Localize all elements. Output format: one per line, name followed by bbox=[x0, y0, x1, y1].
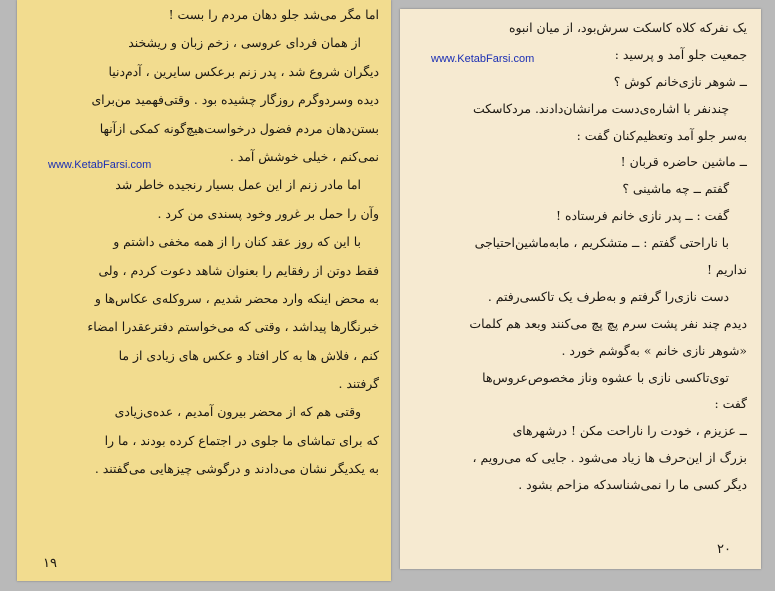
watermark-link: www.KetabFarsi.com bbox=[431, 53, 535, 65]
text-line: اما مادر زنم از این عمل بسیار رنجیده خاطر شد bbox=[115, 177, 361, 193]
text-line: بستن‌دهان مردم فضول درخواست‌هیچ‌گونه کمکی ازآنها bbox=[99, 120, 379, 136]
text-line: بزرگ از این‌حرف ها زیاد می‌شود . جایی که می‌رویم ، bbox=[472, 450, 747, 466]
text-line: جمعیت جلو آمد و پرسید : bbox=[614, 46, 747, 62]
text-line: که برای تماشای ما جلوی در اجتماع کرده بودند ، ما را bbox=[104, 432, 379, 448]
text-line: از همان فردای عروسی ، زخم زبان و ریشخند bbox=[128, 35, 361, 51]
text-line: کنم ، فلاش ها به کار افتاد و عکس های زیادی از ما bbox=[118, 347, 379, 363]
watermark-link: www.KetabFarsi.com bbox=[48, 159, 152, 171]
text-line: به یکدیگر نشان می‌دادند و درگوشی چیزهایی می‌گفتند . bbox=[94, 461, 379, 477]
text-line: یک نفرکه کلاه کاسکت سرش‌بود، از میان انبوه bbox=[509, 20, 747, 35]
page-number: ۲۰ bbox=[717, 542, 731, 557]
text-line: نداریم ! bbox=[707, 262, 747, 278]
text-line: گفت : ــ پدر نازی خانم فرستاده ! bbox=[556, 208, 729, 224]
text-line: با ناراحتی گفتم : ــ متشکریم ، مابه‌ماشین‌احتیاجی bbox=[474, 235, 729, 251]
text-line: گفت : bbox=[714, 396, 747, 412]
text-line: دیدم چند نفر پشت سرم پچ پچ می‌کنند وبعد هم کلمات bbox=[469, 315, 747, 331]
text-line: به محض اینکه وارد محضر شدیم ، سروکله‌ی عکاس‌ها و bbox=[94, 290, 379, 306]
text-line: وقتی هم که از محضر بیرون آمدیم ، عده‌ی‌زیادی bbox=[114, 404, 361, 420]
left-page-text bbox=[31, 1, 379, 484]
text-line: دیگر کسی ما را نمی‌شناسدکه مزاحم بشود . bbox=[518, 477, 747, 493]
text-line: ــ عزیزم ، خودت را ناراحت مکن ! درشهرهای bbox=[512, 423, 747, 439]
text-line: به‌سر جلو آمد وتعظیم‌کنان گفت : bbox=[576, 127, 747, 143]
text-line: اما مگر می‌شد جلو دهان مردم را بست ! bbox=[168, 7, 379, 22]
text-line: ــ شوهر نازی‌خانم کوش ؟ bbox=[613, 73, 747, 89]
text-line: دست نازی‌را گرفتم و به‌طرف یک تاکسی‌رفتم . bbox=[487, 288, 729, 304]
text-line: توی‌تاکسی نازی با عشوه وناز مخصوص‌عروس‌ها bbox=[482, 369, 729, 385]
left-book-page bbox=[17, 0, 391, 581]
text-line: ــ ماشین حاضره قربان ! bbox=[620, 154, 747, 170]
text-line: نمی‌کنم ، خیلی خوشش آمد . bbox=[229, 148, 379, 164]
text-line: گرفتند . bbox=[338, 376, 379, 392]
text-line: وآن را حمل بر غرور وخود پسندی من کرد . bbox=[157, 205, 379, 221]
text-line: با این که روز عقد کنان را از همه مخفی داشتم و bbox=[113, 234, 361, 250]
text-line: فقط دوتن از رفقایم را بعنوان شاهد دعوت کردم ، ولی bbox=[98, 262, 379, 278]
text-line: چندنفر با اشاره‌ی‌دست مرانشان‌دادند. مردکاسکت bbox=[473, 100, 729, 116]
page-number: ۱۹ bbox=[43, 556, 57, 571]
text-line: دیده وسردوگرم روزگار چشیده بود . وقتی‌فهمید من‌برای bbox=[91, 92, 379, 108]
text-line: «شوهر نازی خانم » به‌گوشم خورد . bbox=[561, 342, 747, 358]
text-line: خبرنگارها پیداشد ، وقتی که می‌خواستم دفترعقدرا امضاء bbox=[87, 319, 379, 335]
right-book-page bbox=[400, 9, 761, 569]
text-line: گفتم ــ چه ماشینی ؟ bbox=[622, 181, 729, 197]
right-page-text bbox=[412, 15, 747, 499]
text-line: دیگران شروع شد ، پدر زنم برعکس سایرین ، آدم‌دنیا bbox=[108, 63, 379, 79]
